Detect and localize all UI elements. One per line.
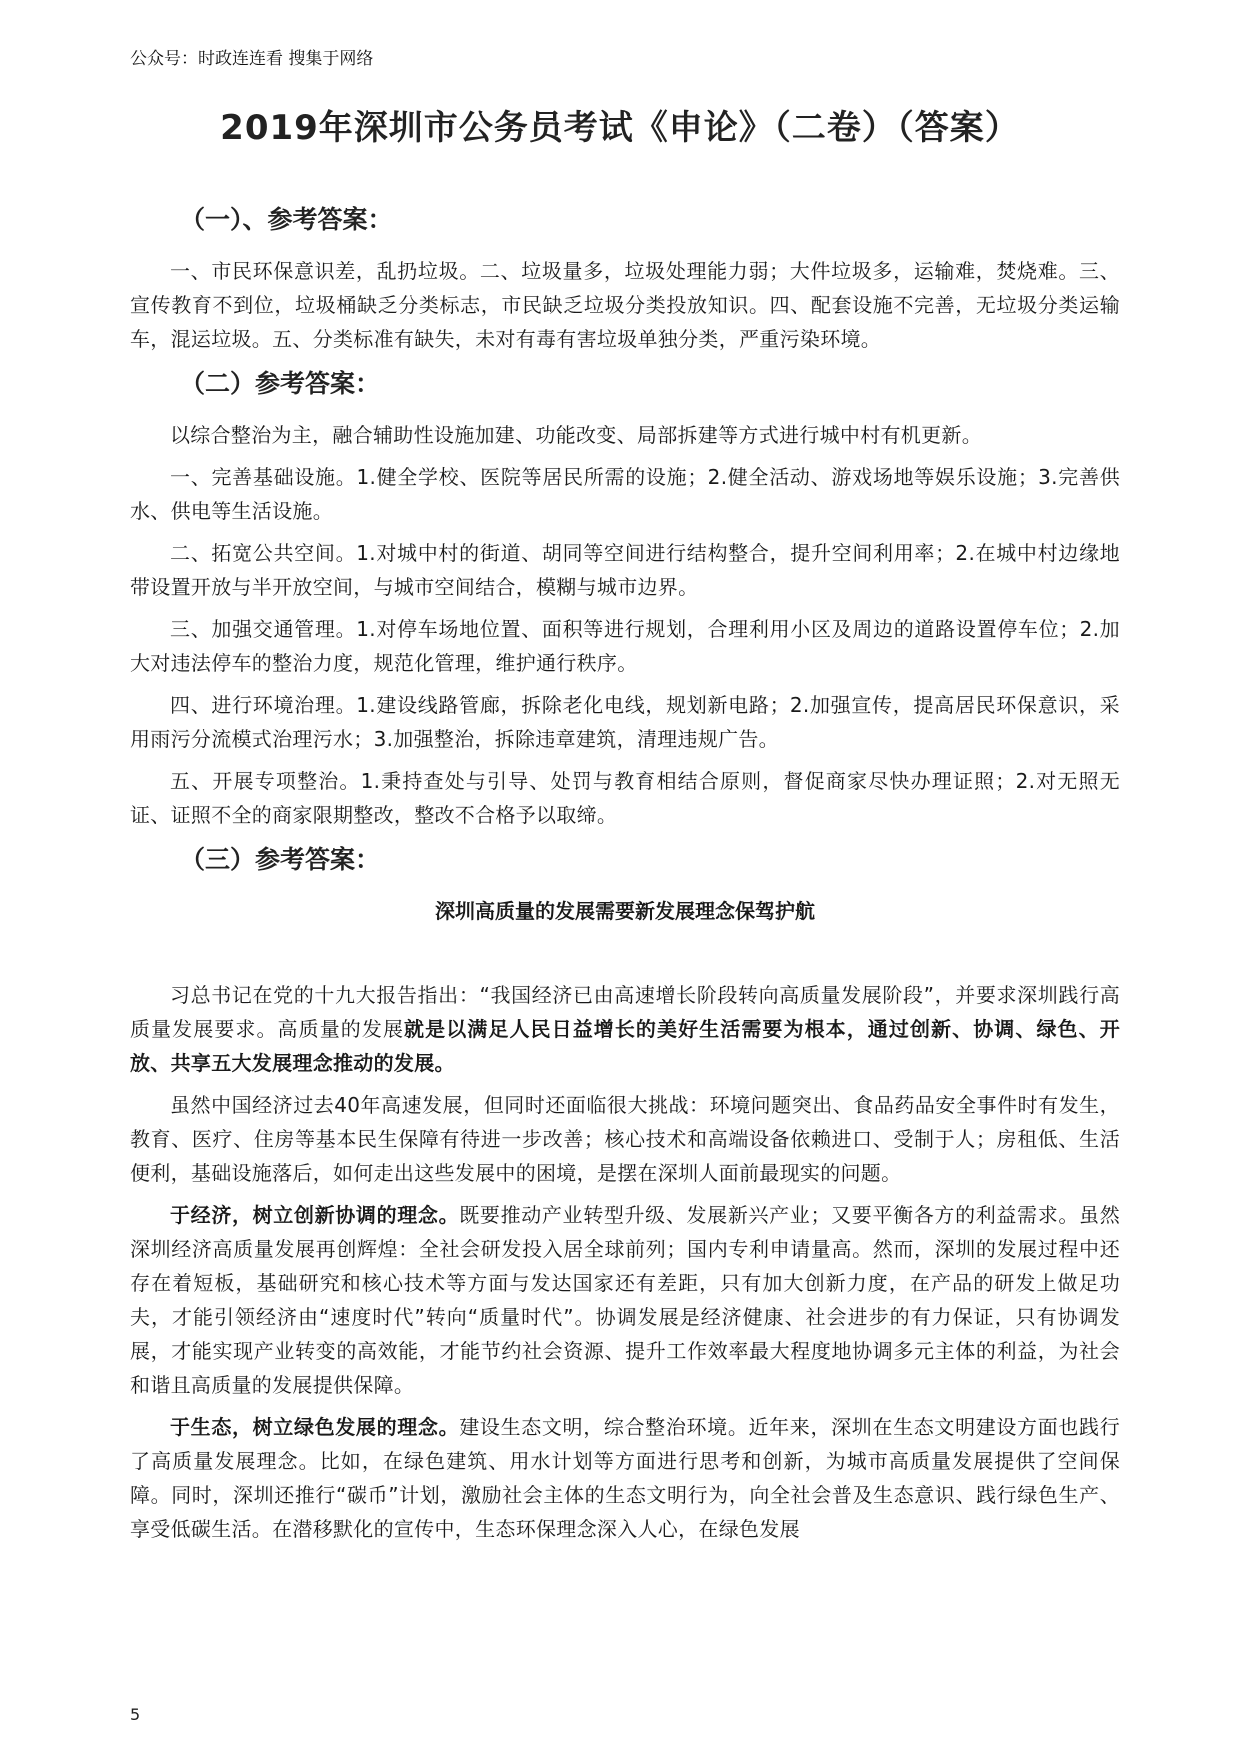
section-2-paragraph-1: 一、完善基础设施。1.健全学校、医院等居民所需的设施；2.健全活动、游戏场地等娱乐设施；3.完善供水、供电等生活设施。	[130, 465, 1120, 523]
section-2	[130, 364, 1120, 832]
document-title: 2019年深圳市公务员考试《申论》（二卷）（答案）	[220, 108, 1020, 148]
essay-paragraph-4	[130, 1410, 1120, 1546]
essay-paragraph-2: 虽然中国经济过去40年高速发展，但同时还面临很大挑战：环境问题突出、食品药品安全事件时有发生，教育、医疗、住房等基本民生保障有待进一步改善；核心技术和高端设备依赖进口、受制于人；房租低、生活便利，基础设施落后，如何走出这些发展中的困境，是摆在深圳人面前最现实的问题。	[130, 1093, 1120, 1185]
section-2-heading: （二）参考答案：	[180, 369, 381, 398]
page-number: 5	[130, 1705, 141, 1724]
section-2-paragraph-4: 四、进行环境治理。1.建设线路管廊，拆除老化电线，规划新电路；2.加强宣传，提高居民环保意识，采用雨污分流模式治理污水；3.加强整治，拆除违章建筑，清理违规广告。	[130, 693, 1120, 751]
essay-paragraph-4-text: 建设生态文明，综合整治环境。近年来，深圳在生态文明建设方面也践行了高质量发展理念。比如，在绿色建筑、用水计划等方面进行思考和创新，为城市高质量发展提供了空间保障。同时，深圳还推行“碳币”计划，激励社会主体的生态文明行为，向全社会普及生态意识、践行绿色生产、享受低碳生活。在潜移默化的宣传中，生态环保理念深入人心，在绿色发展	[130, 1415, 1121, 1541]
essay-paragraph-3-lead: 于经济，树立创新协调的理念。	[170, 1203, 460, 1227]
document-body	[130, 200, 1120, 1554]
section-3-heading: （三）参考答案：	[180, 845, 381, 874]
essay-paragraph-1-emphasis: 就是以满足人民日益增长的美好生活需要为根本，通过创新、协调、绿色、开放、共享五大发展理念推动的发展。	[130, 1017, 1120, 1075]
essay-paragraph-4-lead: 于生态，树立绿色发展的理念。	[170, 1415, 460, 1439]
essay-paragraph-1-text: 习总书记在党的十九大报告指出：“我国经济已由高速增长阶段转向高质量发展阶段”，并要求深圳践行高质量发展要求。高质量的发展	[130, 983, 1120, 1041]
essay-paragraph-3	[130, 1198, 1120, 1402]
section-1	[130, 200, 1120, 356]
essay-title: 深圳高质量的发展需要新发展理念保驾护航	[435, 899, 815, 923]
essay-paragraph-3-text: 既要推动产业转型升级、发展新兴产业；又要平衡各方的利益需求。虽然深圳经济高质量发展再创辉煌：全社会研发投入居全球前列；国内专利申请量高。然而，深圳的发展过程中还存在着短板，基础研究和核心技术等方面与发达国家还有差距，只有加大创新力度，在产品的研发上做足功夫，才能引领经济由“速度时代”转向“质量时代”。协调发展是经济健康、社会进步的有力保证，只有协调发展，才能实现产业转变的高效能，才能节约社会资源、提升工作效率最大程度地协调多元主体的利益，为社会和谐且高质量的发展提供保障。	[130, 1203, 1121, 1397]
section-2-paragraph-3: 三、加强交通管理。1.对停车场地位置、面积等进行规划，合理利用小区及周边的道路设置停车位；2.加大对违法停车的整治力度，规范化管理，维护通行秩序。	[130, 617, 1120, 675]
section-2-paragraph-5: 五、开展专项整治。1.秉持查处与引导、处罚与教育相结合原则，督促商家尽快办理证照；2.对无照无证、证照不全的商家限期整改，整改不合格予以取缔。	[130, 769, 1120, 827]
section-1-heading: （一）、参考答案：	[180, 205, 393, 234]
header-note: 公众号：时政连连看 搜集于网络	[130, 49, 374, 69]
section-2-paragraph-intro: 以综合整治为主，融合辅助性设施加建、功能改变、局部拆建等方式进行城中村有机更新。	[170, 423, 982, 447]
section-3	[130, 840, 1120, 1546]
section-1-paragraph: 一、市民环保意识差，乱扔垃圾。二、垃圾量多，垃圾处理能力弱；大件垃圾多，运输难，焚烧难。三、宣传教育不到位，垃圾桶缺乏分类标志，市民缺乏垃圾分类投放知识。四、配套设施不完善，无垃圾分类运输车，混运垃圾。五、分类标准有缺失，未对有毒有害垃圾单独分类，严重污染环境。	[130, 259, 1120, 351]
section-2-paragraph-2: 二、拓宽公共空间。1.对城中村的街道、胡同等空间进行结构整合，提升空间利用率；2.在城中村边缘地带设置开放与半开放空间，与城市空间结合，模糊与城市边界。	[130, 541, 1120, 599]
essay-paragraph-1	[130, 978, 1120, 1080]
